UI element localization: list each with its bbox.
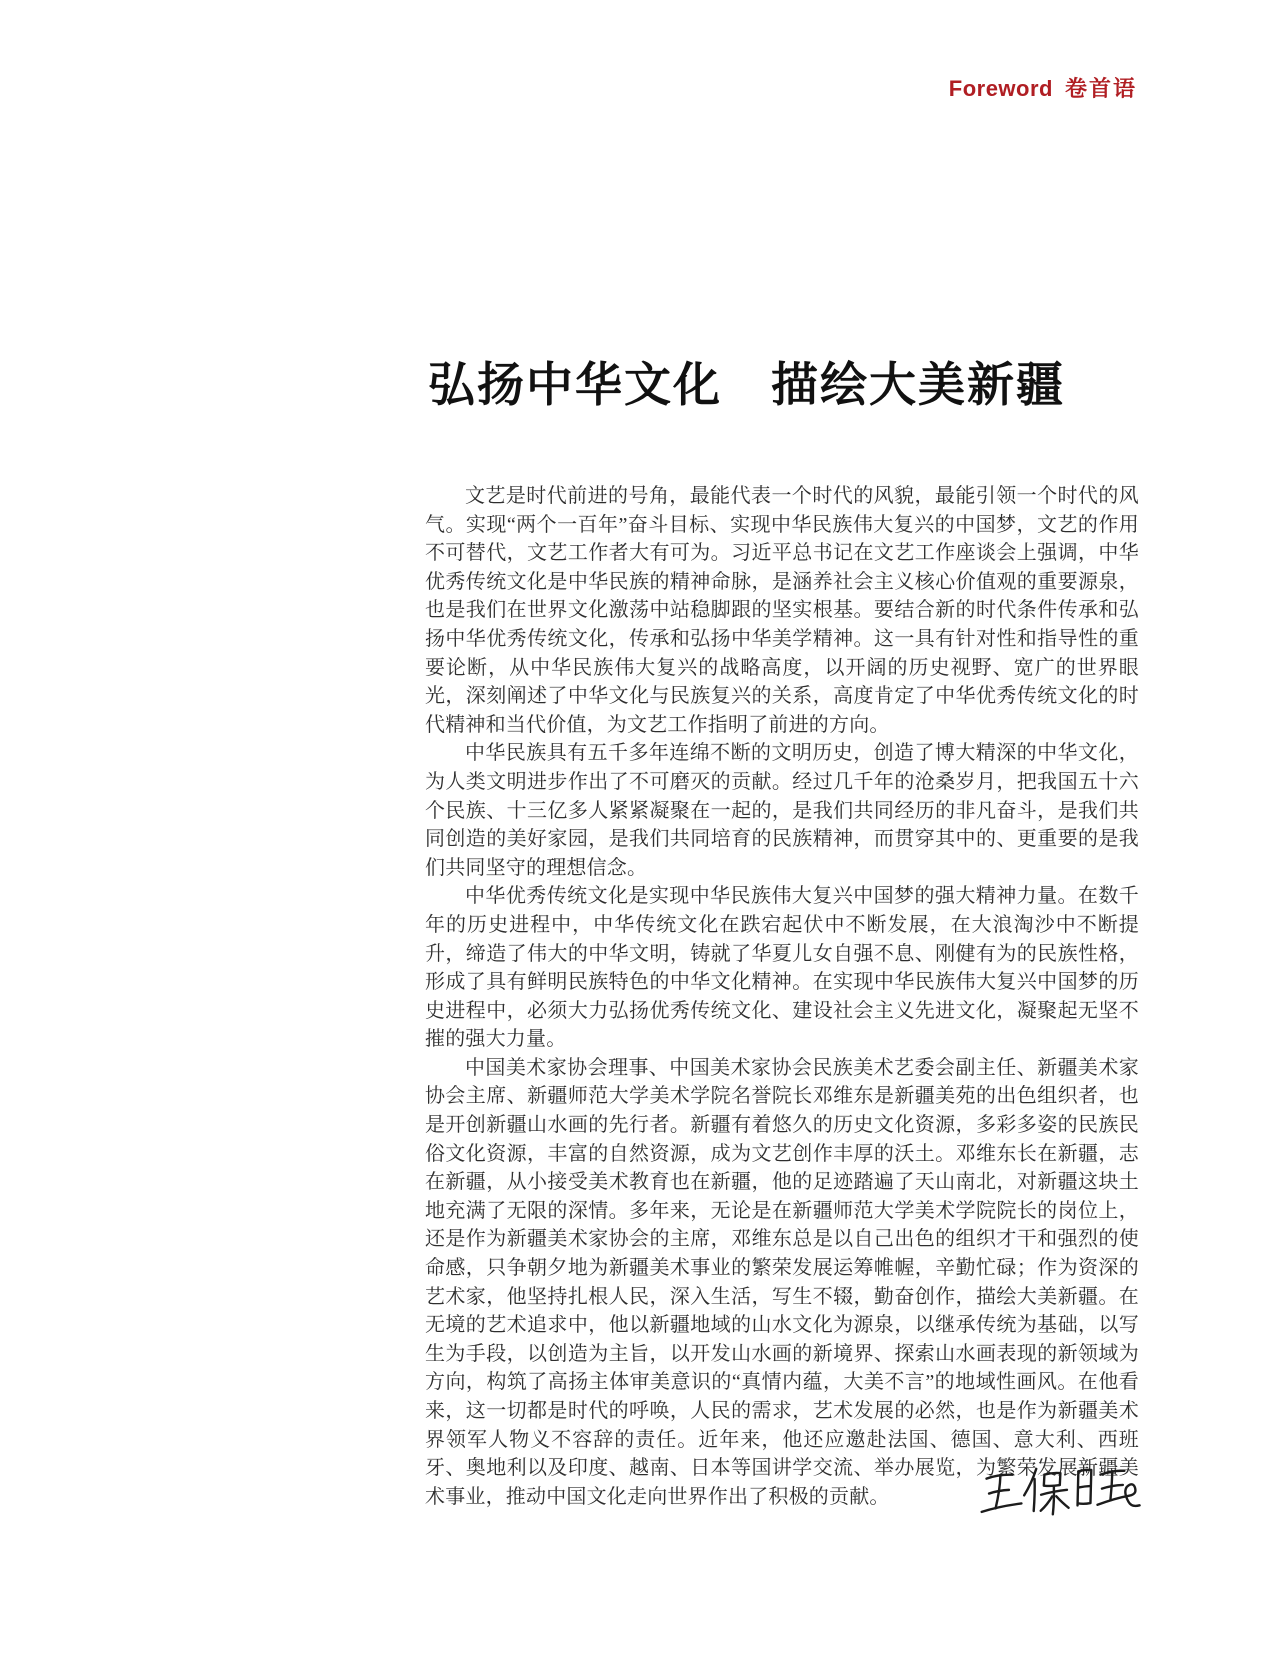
paragraph-2: 中华民族具有五千多年连绵不断的文明历史，创造了博大精深的中华文化，为人类文明进步作出了不可磨灭的贡献。经过几千年的沧桑岁月，把我国五十六个民族、十三亿多人紧紧凝聚在一起的，是我们共同经历的非凡奋斗，是我们共同创造的美好家园，是我们共同培育的民族精神，而贯穿其中的、更重要的是我们共同坚守的理想信念。 (425, 742, 1139, 879)
section-header (949, 72, 1137, 103)
section-header-english: Foreword (948, 76, 1053, 101)
section-header-chinese: 卷首语 (1064, 76, 1137, 101)
paragraph-1: 文艺是时代前进的号角，最能代表一个时代的风貌，最能引领一个时代的风气。实现“两个一百年”奋斗目标、实现中华民族伟大复兴的中国梦，文艺的作用不可替代，文艺工作者大有可为。习近平总书记在文艺工作座谈会上强调，中华优秀传统文化是中华民族的精神命脉，是涵养社会主义核心价值观的重要源泉，也是我们在世界文化激荡中站稳脚跟的坚实根基。要结合新的时代条件传承和弘扬中华优秀传统文化，传承和弘扬中华美学精神。这一具有针对性和指导性的重要论断，从中华民族伟大复兴的战略高度，以开阔的历史视野、宽广的世界眼光，深刻阐述了中华文化与民族复兴的关系，高度肯定了中华优秀传统文化的时代精神和当代价值，为文艺工作指明了前进的方向。 (425, 485, 1139, 736)
signature (975, 1448, 1150, 1533)
foreword-body (425, 482, 1139, 1511)
paragraph-3: 中华优秀传统文化是实现中华民族伟大复兴中国梦的强大精神力量。在数千年的历史进程中，中华传统文化在跌宕起伏中不断发展，在大浪淘沙中不断提升，缔造了伟大的中华文明，铸就了华夏儿女自强不息、刚健有为的民族性格，形成了具有鲜明民族特色的中华文化精神。在实现中华民族伟大复兴中国梦的历史进程中，必须大力弘扬优秀传统文化、建设社会主义先进文化，凝聚起无坚不摧的强大力量。 (425, 885, 1139, 1051)
signature-handwriting-icon (974, 1445, 1152, 1536)
paragraph-4: 中国美术家协会理事、中国美术家协会民族美术艺委会副主任、新疆美术家协会主席、新疆师范大学美术学院名誉院长邓维东是新疆美苑的出色组织者，也是开创新疆山水画的先行者。新疆有着悠久的历史文化资源，多彩多姿的民族民俗文化资源，丰富的自然资源，成为文艺创作丰厚的沃土。邓维东长在新疆，志在新疆，从小接受美术教育也在新疆，他的足迹踏遍了天山南北，对新疆这块土地充满了无限的深情。多年来，无论是在新疆师范大学美术学院院长的岗位上，还是作为新疆美术家协会的主席，邓维东总是以自己出色的组织才干和强烈的使命感，只争朝夕地为新疆美术事业的繁荣发展运筹帷幄，辛勤忙碌；作为资深的艺术家，他坚持扎根人民，深入生活，写生不辍，勤奋创作，描绘大美新疆。在无境的艺术追求中，他以新疆地域的山水文化为源泉，以继承传统为基础，以写生为手段，以创造为主旨，以开发山水画的新境界、探索山水画表现的新领域为方向，构筑了高扬主体审美意识的“真情内蕴，大美不言”的地域性画风。在他看来，这一切都是时代的呼唤，人民的需求，艺术发展的必然，也是作为新疆美术界领军人物义不容辞的责任。近年来，他还应邀赴法国、德国、意大利、西班牙、奥地利以及印度、越南、日本等国讲学交流、举办展览，为繁荣发展新疆美术事业，推动中国文化走向世界作出了积极的贡献。 (425, 1056, 1139, 1508)
page-title: 弘扬中华文化 描绘大美新疆 (428, 360, 1065, 412)
